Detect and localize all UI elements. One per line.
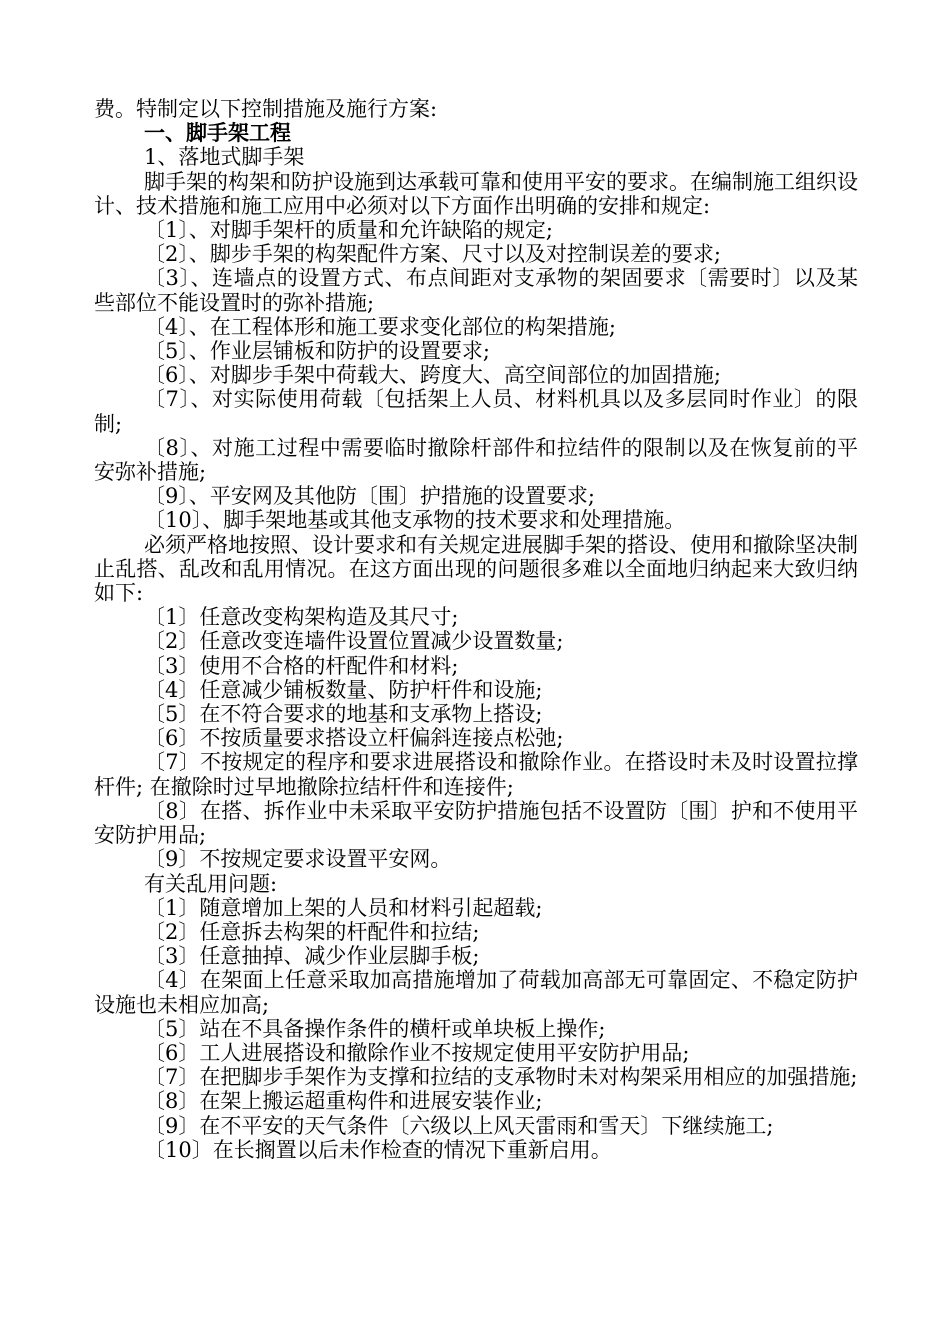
paragraph: 〔6〕不按质量要求搭设立杆偏斜连接点松弛; — [144, 726, 564, 751]
paragraph: 〔8〕、对施工过程中需要临时撤除杆部件和拉结件的限制以及在恢复前的平安弥补措施; — [94, 435, 858, 485]
paragraph: 〔6〕、对脚步手架中荷载大、跨度大、高空间部位的加固措施; — [144, 363, 721, 388]
paragraph: 〔1〕随意增加上架的人员和材料引起超载; — [144, 895, 543, 920]
paragraph: 〔5〕在不符合要求的地基和支承物上搭设; — [144, 702, 543, 727]
document-page — [94, 97, 858, 1162]
paragraph: 1、落地式脚手架 — [144, 145, 305, 170]
paragraph: 〔5〕、作业层铺板和防护的设置要求; — [144, 339, 490, 364]
paragraph: 〔7〕、对实际使用荷载〔包括架上人员、材料机具以及多层同时作业〕的限制; — [94, 387, 858, 436]
paragraph: 〔1〕任意改变构架构造及其尺寸; — [144, 605, 459, 630]
paragraph: 〔3〕使用不合格的杆配件和材料; — [144, 653, 459, 678]
paragraph: 〔9〕不按规定要求设置平安网。 — [144, 847, 452, 872]
paragraph: 〔4〕、在工程体形和施工要求变化部位的构架措施; — [144, 314, 616, 339]
paragraph: 〔7〕在把脚步手架作为支撑和拉结的支承物时未对构架采用相应的加强措施; — [144, 1065, 858, 1090]
paragraph: 〔8〕在搭、拆作业中未采取平安防护措施包括不设置防〔围〕护和不使用平安防护用品; — [94, 798, 858, 848]
paragraph: 〔2〕、脚步手架的构架配件方案、尺寸以及对控制误差的要求; — [144, 242, 721, 267]
paragraph: 〔4〕在架面上任意采取加高措施增加了荷载加高部无可靠固定、不稳定防护设施也未相应加高; — [94, 968, 858, 1017]
paragraph: 〔2〕任意改变连墙件设置位置减少设置数量; — [144, 629, 564, 654]
section-heading: 一、脚手架工程 — [144, 121, 291, 146]
paragraph: 〔6〕工人进展搭设和撤除作业不按规定使用平安防护用品; — [144, 1040, 690, 1065]
paragraph: 必须严格地按照、设计要求和有关规定进展脚手架的搭设、使用和撤除坚决制止乱搭、乱改和乱用情况。在这方面出现的问题很多难以全面地归纳起来大致归纳如下: — [94, 532, 858, 606]
paragraph: 〔10〕在长搁置以后未作检查的情况下重新启用。 — [144, 1137, 612, 1162]
paragraph: 〔9〕、平安网及其他防〔围〕护措施的设置要求; — [144, 484, 595, 509]
paragraph: 〔7〕不按规定的程序和要求进展搭设和撤除作业。在搭设时未及时设置拉撑杆件; 在撤除时过早地撤除拉结杆件和连接件; — [94, 750, 858, 799]
paragraph: 〔3〕、连墙点的设置方式、布点间距对支承物的架固要求〔需要时〕以及某些部位不能设置时的弥补措施; — [94, 266, 858, 315]
paragraph: 〔2〕任意拆去构架的杆配件和拉结; — [144, 919, 480, 944]
paragraph: 〔8〕在架上搬运超重构件和进展安装作业; — [144, 1089, 543, 1114]
paragraph: 〔4〕任意减少铺板数量、防护杆件和设施; — [144, 677, 543, 702]
paragraph: 脚手架的构架和防护设施到达承载可靠和使用平安的要求。在编制施工组织设计、技术措施和施工应用中必须对以下方面作出明确的安排和规定: — [94, 169, 858, 218]
paragraph: 〔10〕、脚手架地基或其他支承物的技术要求和处理措施。 — [144, 508, 686, 533]
paragraph: 有关乱用问题: — [144, 871, 278, 896]
paragraph: 费。特制定以下控制措施及施行方案: — [94, 97, 438, 121]
paragraph: 〔5〕站在不具备操作条件的横杆或单块板上操作; — [144, 1016, 606, 1041]
paragraph: 〔9〕在不平安的天气条件〔六级以上风天雷雨和雪天〕下继续施工; — [144, 1113, 774, 1138]
paragraph: 〔1〕、对脚手架杆的质量和允许缺陷的规定; — [144, 218, 553, 243]
paragraph: 〔3〕任意抽掉、减少作业层脚手板; — [144, 944, 480, 969]
